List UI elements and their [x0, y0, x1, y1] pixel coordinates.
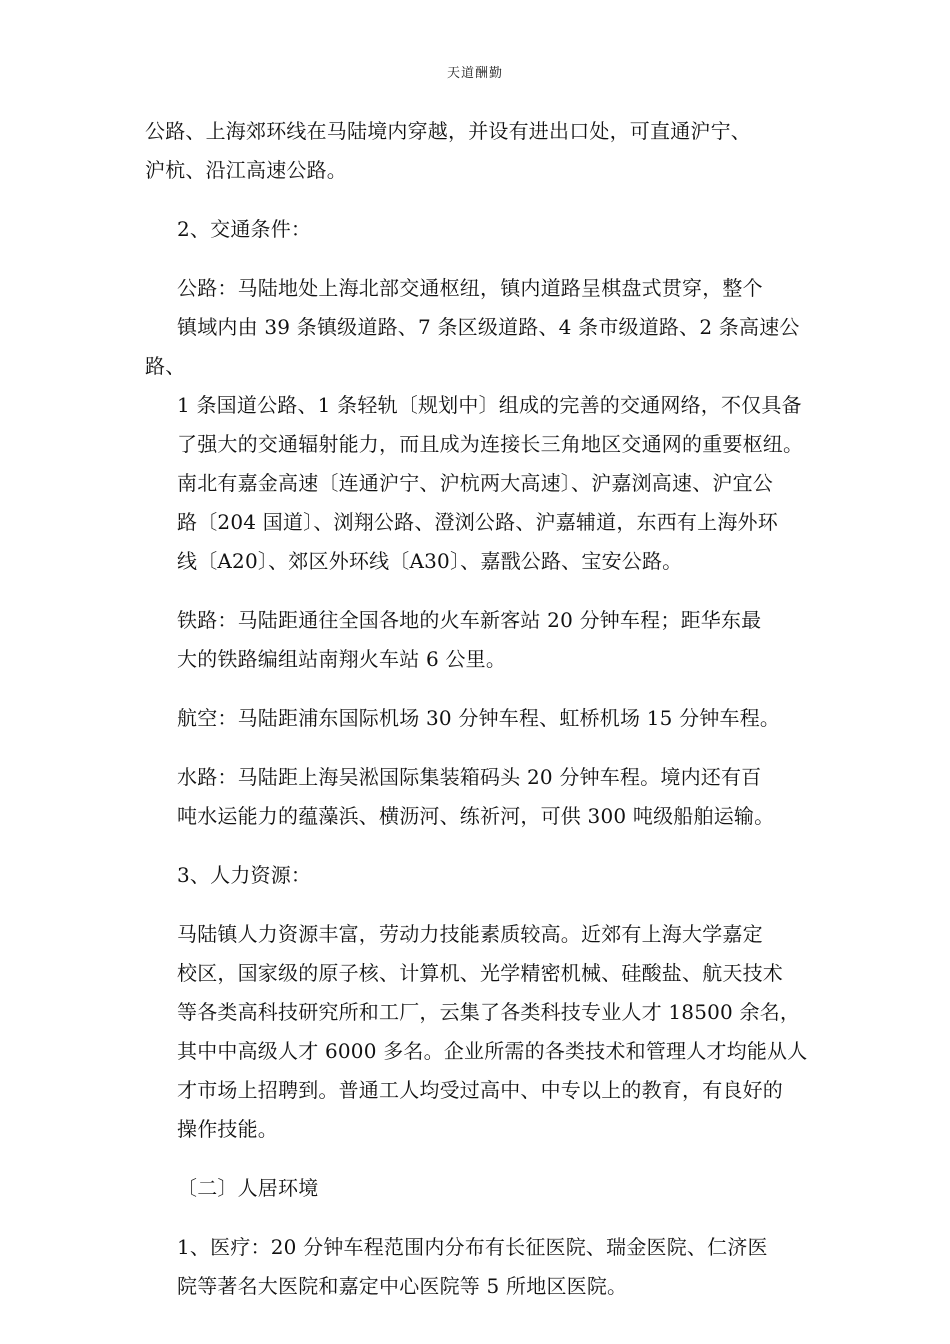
paragraph [145, 269, 813, 581]
paragraph [145, 210, 813, 249]
text-line: 操作技能。 [177, 1117, 278, 1141]
text-line: 镇域内由 39 条镇级道路、7 条区级道路、4 条市级道路、2 条高速公路、 [145, 315, 800, 378]
text-line: 院等著名大医院和嘉定中心医院等 5 所地区医院。 [177, 1274, 628, 1298]
text-line: 水路：马陆距上海吴淞国际集装箱码头 20 分钟车程。境内还有百 [177, 765, 762, 789]
text-line: 线〔A20〕、郊区外环线〔A30〕、嘉戬公路、宝安公路。 [177, 549, 683, 573]
text-line: 了强大的交通辐射能力，而且成为连接长三角地区交通网的重要枢纽。 [177, 432, 804, 456]
text-line: 公路、上海郊环线在马陆境内穿越，并设有进出口处，可直通沪宁、 [145, 119, 751, 143]
text-line: 路〔204 国道〕、浏翔公路、澄浏公路、沪嘉辅道，东西有上海外环 [177, 510, 778, 534]
text-line: 马陆镇人力资源丰富，劳动力技能素质较高。近郊有上海大学嘉定 [177, 922, 763, 946]
text-line: 〔二〕人居环境 [177, 1176, 319, 1200]
text-line: 南北有嘉金高速〔连通沪宁、沪杭两大高速〕、沪嘉浏高速、沪宜公 [177, 471, 773, 495]
text-line: 才市场上招聘到。普通工人均受过高中、中专以上的教育，有良好的 [177, 1078, 783, 1102]
paragraph [145, 856, 813, 895]
paragraph [145, 1228, 813, 1306]
paragraph [145, 699, 813, 738]
document-body [145, 112, 813, 1326]
text-line: 1、医疗：20 分钟车程范围内分布有长征医院、瑞金医院、仁济医 [177, 1235, 768, 1259]
text-line: 公路：马陆地处上海北部交通枢纽，镇内道路呈棋盘式贯穿，整个 [177, 276, 763, 300]
text-line: 等各类高科技研究所和工厂，云集了各类科技专业人才 18500 余名， [177, 1000, 801, 1024]
page-header: 天道酬勤 [446, 66, 503, 81]
text-line: 铁路：马陆距通往全国各地的火车新客站 20 分钟车程；距华东最 [177, 608, 762, 632]
paragraph [145, 601, 813, 679]
text-line: 3、人力资源： [177, 863, 312, 887]
paragraph [145, 915, 813, 1149]
text-line: 校区，国家级的原子核、计算机、光学精密机械、硅酸盐、航天技术 [177, 961, 783, 985]
paragraph [145, 758, 813, 836]
text-line: 沪杭、沿江高速公路。 [145, 158, 347, 182]
text-line: 2、交通条件： [177, 217, 312, 241]
paragraph [145, 1169, 813, 1208]
text-line: 其中中高级人才 6000 多名。企业所需的各类技术和管理人才均能从人 [177, 1039, 808, 1063]
text-line: 吨水运能力的蕴藻浜、横沥河、练祈河，可供 300 吨级船舶运输。 [177, 804, 775, 828]
text-line: 航空：马陆距浦东国际机场 30 分钟车程、虹桥机场 15 分钟车程。 [177, 706, 781, 730]
text-line: 1 条国道公路、1 条轻轨〔规划中〕组成的完善的交通网络，不仅具备 [177, 393, 802, 417]
text-line: 大的铁路编组站南翔火车站 6 公里。 [177, 647, 507, 671]
paragraph [145, 112, 813, 190]
